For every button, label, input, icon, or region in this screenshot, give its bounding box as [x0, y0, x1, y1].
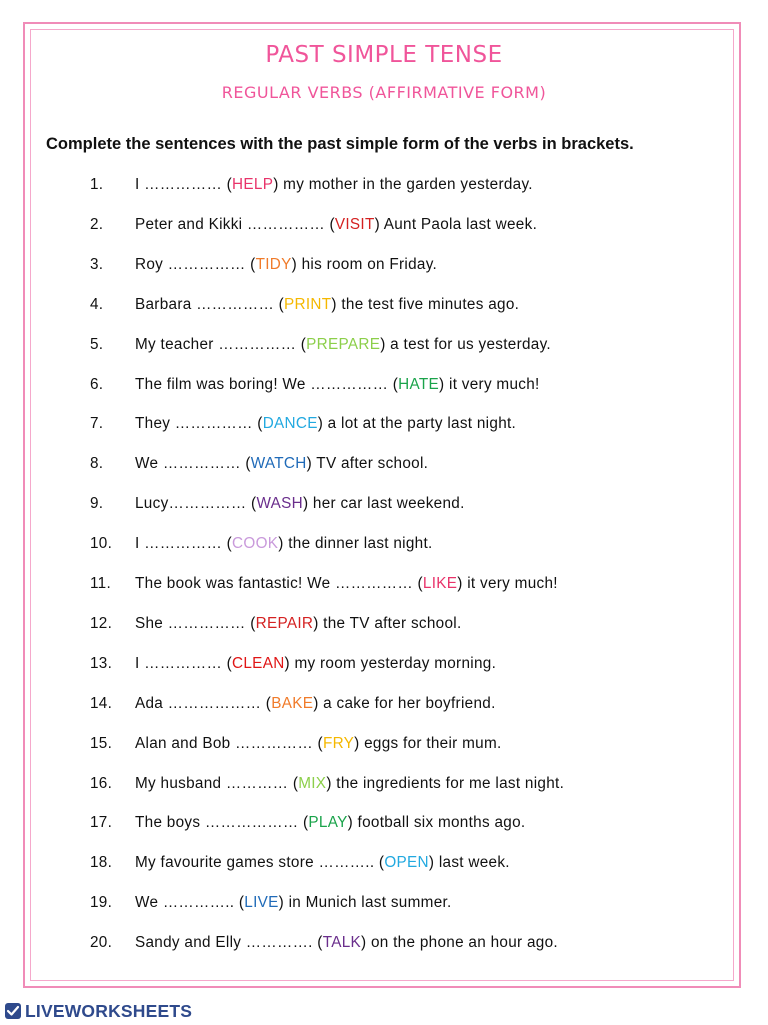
exercise-item	[90, 735, 502, 757]
verb-in-brackets: LIKE	[422, 575, 458, 592]
sentence-end: ) football six months ago.	[347, 814, 526, 832]
verb-in-brackets: TIDY	[255, 255, 292, 273]
exercise-item	[90, 615, 462, 637]
sentence-end: ) in Munich last summer.	[278, 894, 452, 912]
exercise-item	[90, 176, 533, 198]
item-number: 13.	[90, 654, 113, 672]
exercise-item	[90, 256, 437, 278]
sentence-end: ) the TV after school.	[313, 614, 462, 632]
item-number: 10.	[90, 535, 113, 553]
sentence-end: ) her car last weekend.	[302, 495, 465, 513]
verb-in-brackets: CLEAN	[232, 654, 285, 672]
item-number: 17.	[90, 814, 113, 832]
verb-in-brackets: WASH	[256, 495, 303, 513]
verb-in-brackets: MIX	[298, 774, 327, 792]
sentence-start: Sandy and Elly …………. (	[135, 934, 323, 952]
item-number: 19.	[90, 894, 113, 912]
item-number: 14.	[90, 694, 113, 712]
verb-in-brackets: TALK	[322, 934, 362, 952]
sentence-end: ) a test for us yesterday.	[380, 335, 551, 353]
sentence-start: She …………… (	[135, 614, 256, 632]
exercise-item	[90, 894, 452, 916]
sentence-start: The book was fantastic! We …………… (	[135, 575, 423, 592]
sentence-end: ) eggs for their mum.	[354, 734, 502, 752]
verb-in-brackets: DANCE	[262, 415, 318, 433]
item-number: 4.	[90, 295, 104, 313]
sentence-end: ) Aunt Paola last week.	[374, 215, 538, 233]
exercise-item	[90, 415, 516, 437]
exercise-item	[90, 854, 510, 876]
verb-in-brackets: HATE	[398, 375, 440, 393]
worksheet-subtitle: REGULAR VERBS (AFFIRMATIVE FORM)	[221, 83, 547, 102]
verb-in-brackets: COOK	[232, 535, 279, 553]
exercise-item	[90, 695, 496, 717]
sentence-end: ) it very much!	[457, 575, 558, 592]
exercise-item	[90, 296, 519, 318]
sentence-end: ) the dinner last night.	[278, 535, 433, 553]
item-number: 18.	[90, 854, 113, 872]
sentence-start: Roy …………… (	[135, 255, 256, 273]
sentence-start: I …………… (	[135, 176, 233, 193]
verb-in-brackets: VISIT	[334, 215, 375, 233]
item-number: 11.	[90, 575, 112, 592]
footer-logo[interactable]	[4, 1000, 192, 1022]
item-number: 16.	[90, 774, 113, 792]
verb-in-brackets: OPEN	[384, 854, 429, 872]
worksheet-title: PAST SIMPLE TENSE	[265, 42, 503, 68]
sentence-end: ) the ingredients for me last night.	[326, 774, 565, 792]
sentence-start: The film was boring! We …………… (	[135, 375, 399, 393]
item-number: 12.	[90, 614, 113, 632]
exercise-item	[90, 775, 564, 797]
sentence-start: My teacher …………… (	[135, 335, 307, 353]
item-number: 2.	[90, 215, 104, 233]
verb-in-brackets: FRY	[322, 734, 355, 752]
sentence-end: ) the test five minutes ago.	[331, 295, 520, 313]
sentence-end: ) my mother in the garden yesterday.	[273, 176, 533, 193]
exercise-item	[90, 455, 428, 477]
item-number: 6.	[90, 375, 104, 393]
verb-in-brackets: HELP	[232, 176, 274, 193]
item-number: 20.	[90, 934, 113, 952]
liveworksheets-logo-icon	[4, 1002, 22, 1020]
verb-in-brackets: WATCH	[250, 455, 307, 473]
item-number: 8.	[90, 455, 104, 473]
sentence-start: My husband ………… (	[135, 774, 299, 792]
verb-in-brackets: PLAY	[308, 814, 348, 832]
exercise-item	[90, 814, 525, 836]
exercise-item	[90, 655, 496, 677]
sentence-start: Alan and Bob …………… (	[135, 734, 323, 752]
exercise-item	[90, 934, 558, 956]
sentence-end: ) it very much!	[439, 375, 540, 393]
instructions: Complete the sentences with the past simple form of the verbs in brackets.	[46, 135, 634, 153]
sentence-start: Lucy…………… (	[135, 495, 257, 513]
sentence-start: We …………… (	[135, 455, 251, 473]
item-number: 3.	[90, 255, 104, 273]
sentence-end: ) my room yesterday morning.	[284, 654, 497, 672]
sentence-end: ) on the phone an hour ago.	[361, 934, 558, 952]
sentence-end: ) his room on Friday.	[291, 255, 438, 273]
verb-in-brackets: PREPARE	[306, 335, 381, 353]
item-number: 5.	[90, 335, 104, 353]
sentence-start: Peter and Kikki …………… (	[135, 215, 335, 233]
verb-in-brackets: PRINT	[284, 295, 332, 313]
sentence-start: Barbara …………… (	[135, 295, 284, 313]
sentence-start: We ………….. (	[135, 894, 245, 912]
sentence-end: ) a lot at the party last night.	[317, 415, 517, 433]
sentence-end: ) last week.	[428, 854, 510, 872]
item-number: 7.	[90, 415, 104, 433]
exercise-item	[90, 376, 540, 398]
logo-text: LIVEWORKSHEETS	[25, 1000, 193, 1021]
exercise-item	[90, 535, 433, 557]
exercise-item	[90, 216, 537, 238]
sentence-start: My favourite games store ……….. (	[135, 854, 385, 872]
verb-in-brackets: REPAIR	[255, 614, 314, 632]
sentence-start: Ada ……………… (	[135, 694, 272, 712]
verb-in-brackets: BAKE	[271, 694, 314, 712]
sentence-end: ) TV after school.	[306, 455, 429, 473]
sentence-end: ) a cake for her boyfriend.	[313, 694, 496, 712]
exercise-item	[90, 575, 558, 597]
item-number: 9.	[90, 495, 104, 513]
item-number: 1.	[90, 176, 104, 193]
exercise-item	[90, 495, 465, 517]
sentence-start: I …………… (	[135, 535, 233, 553]
item-number: 15.	[90, 734, 113, 752]
sentence-start: They …………… (	[135, 415, 263, 433]
sentence-start: I …………… (	[135, 654, 233, 672]
exercise-item	[90, 336, 551, 358]
verb-in-brackets: LIVE	[244, 894, 279, 912]
sentence-start: The boys ……………… (	[135, 814, 309, 832]
